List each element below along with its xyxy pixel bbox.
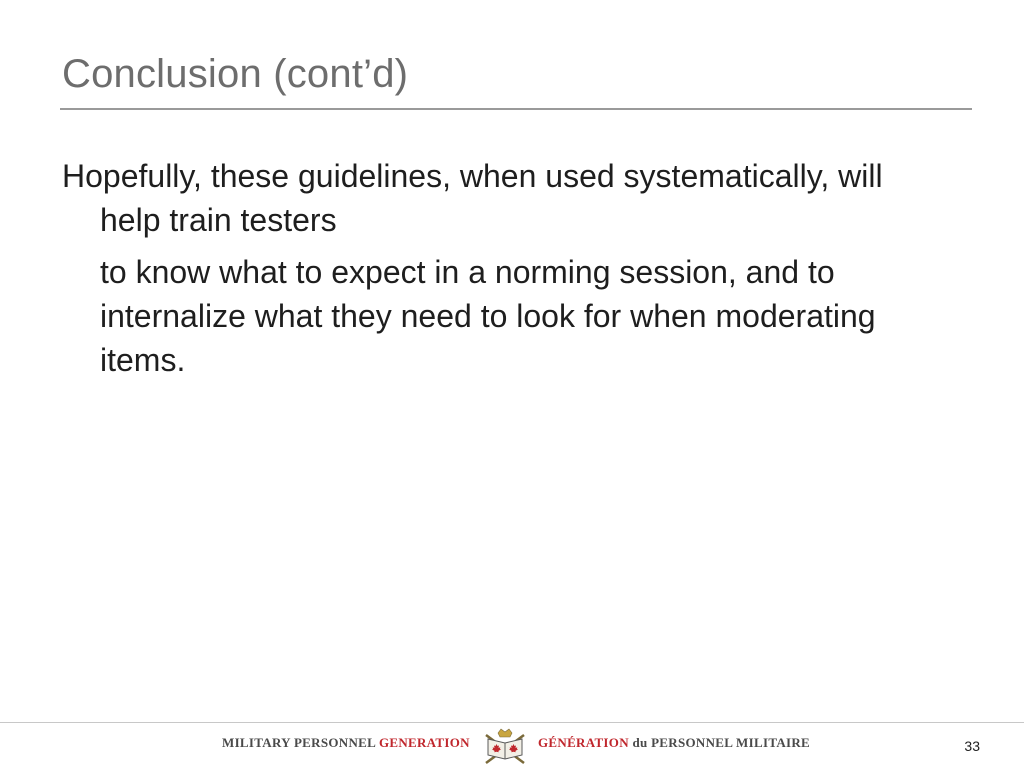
footer-left-accent: GENERATION: [378, 735, 470, 750]
title-divider: [60, 108, 972, 110]
footer-right-accent: GÉNÉRATION: [538, 735, 629, 750]
footer-right-suffix: PERSONNEL MILITAIRE: [651, 735, 811, 750]
body-paragraph-2: to know what to expect in a norming session, and to internalize what they need to look for when moderating items.: [100, 254, 876, 378]
slide-body: [62, 154, 922, 382]
footer-french-logotype: [538, 735, 810, 751]
military-personnel-generation-emblem-icon: [480, 725, 530, 765]
body-paragraph-1: Hopefully, these guidelines, when used systematically, will help train testers: [62, 158, 883, 238]
footer-right-du: du: [628, 735, 652, 750]
page-number: 33: [964, 738, 980, 754]
footer: [0, 723, 1024, 768]
slide-title: Conclusion (cont’d): [62, 52, 409, 96]
footer-english-logotype: [222, 735, 470, 751]
footer-left-prefix: MILITARY PERSONNEL: [222, 735, 379, 750]
